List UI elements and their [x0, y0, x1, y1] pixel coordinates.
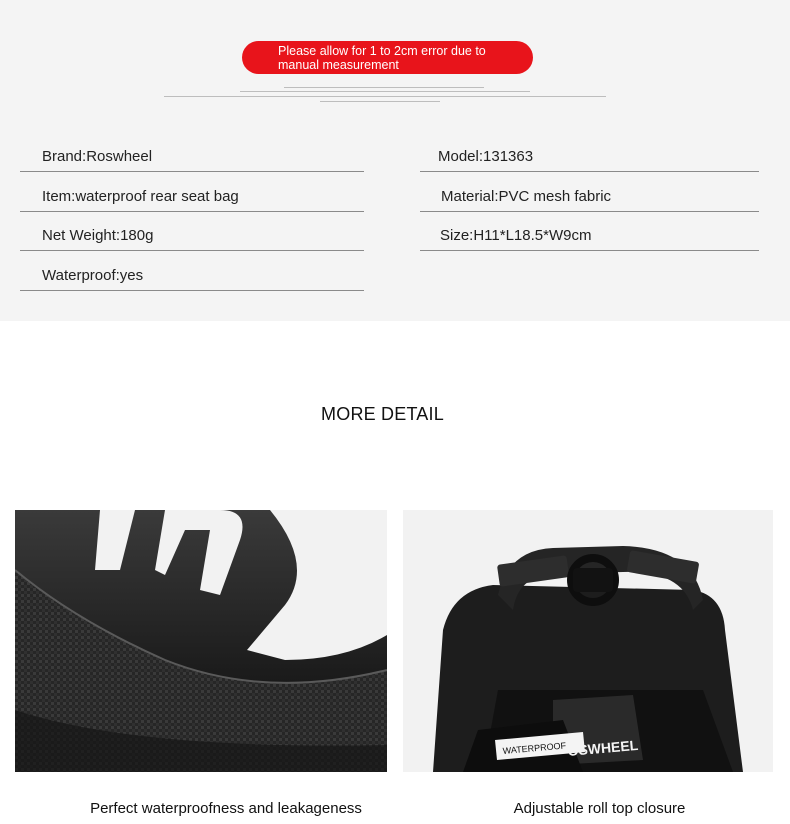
measurement-notice-badge [242, 41, 533, 74]
notice-line-2: manual measurement [278, 58, 399, 72]
spec-brand: Brand:Roswheel [20, 142, 364, 172]
bag-brand-print: OSWHEEL [566, 736, 639, 759]
spec-net-weight: Net Weight:180g [20, 221, 364, 251]
spec-material: Material:PVC mesh fabric [420, 182, 759, 212]
detail-photo-edge [15, 510, 387, 772]
spec-panel [0, 0, 790, 321]
detail-photo-rolltop [403, 510, 773, 772]
caption-waterproofness: Perfect waterproofness and leakageness [90, 800, 362, 817]
spec-item: Item:waterproof rear seat bag [20, 182, 364, 212]
spec-model: Model:131363 [420, 142, 759, 172]
spec-waterproof: Waterproof:yes [20, 261, 364, 291]
caption-roll-top: Adjustable roll top closure [513, 800, 686, 817]
fine-print-decoration [160, 86, 610, 106]
spec-size: Size:H11*L18.5*W9cm [420, 221, 759, 251]
notice-line-1: Please allow for 1 to 2cm error due to [278, 44, 486, 58]
section-title: MORE DETAIL [321, 404, 444, 424]
bag-waterproof-print: WATERPROOF [502, 740, 567, 756]
